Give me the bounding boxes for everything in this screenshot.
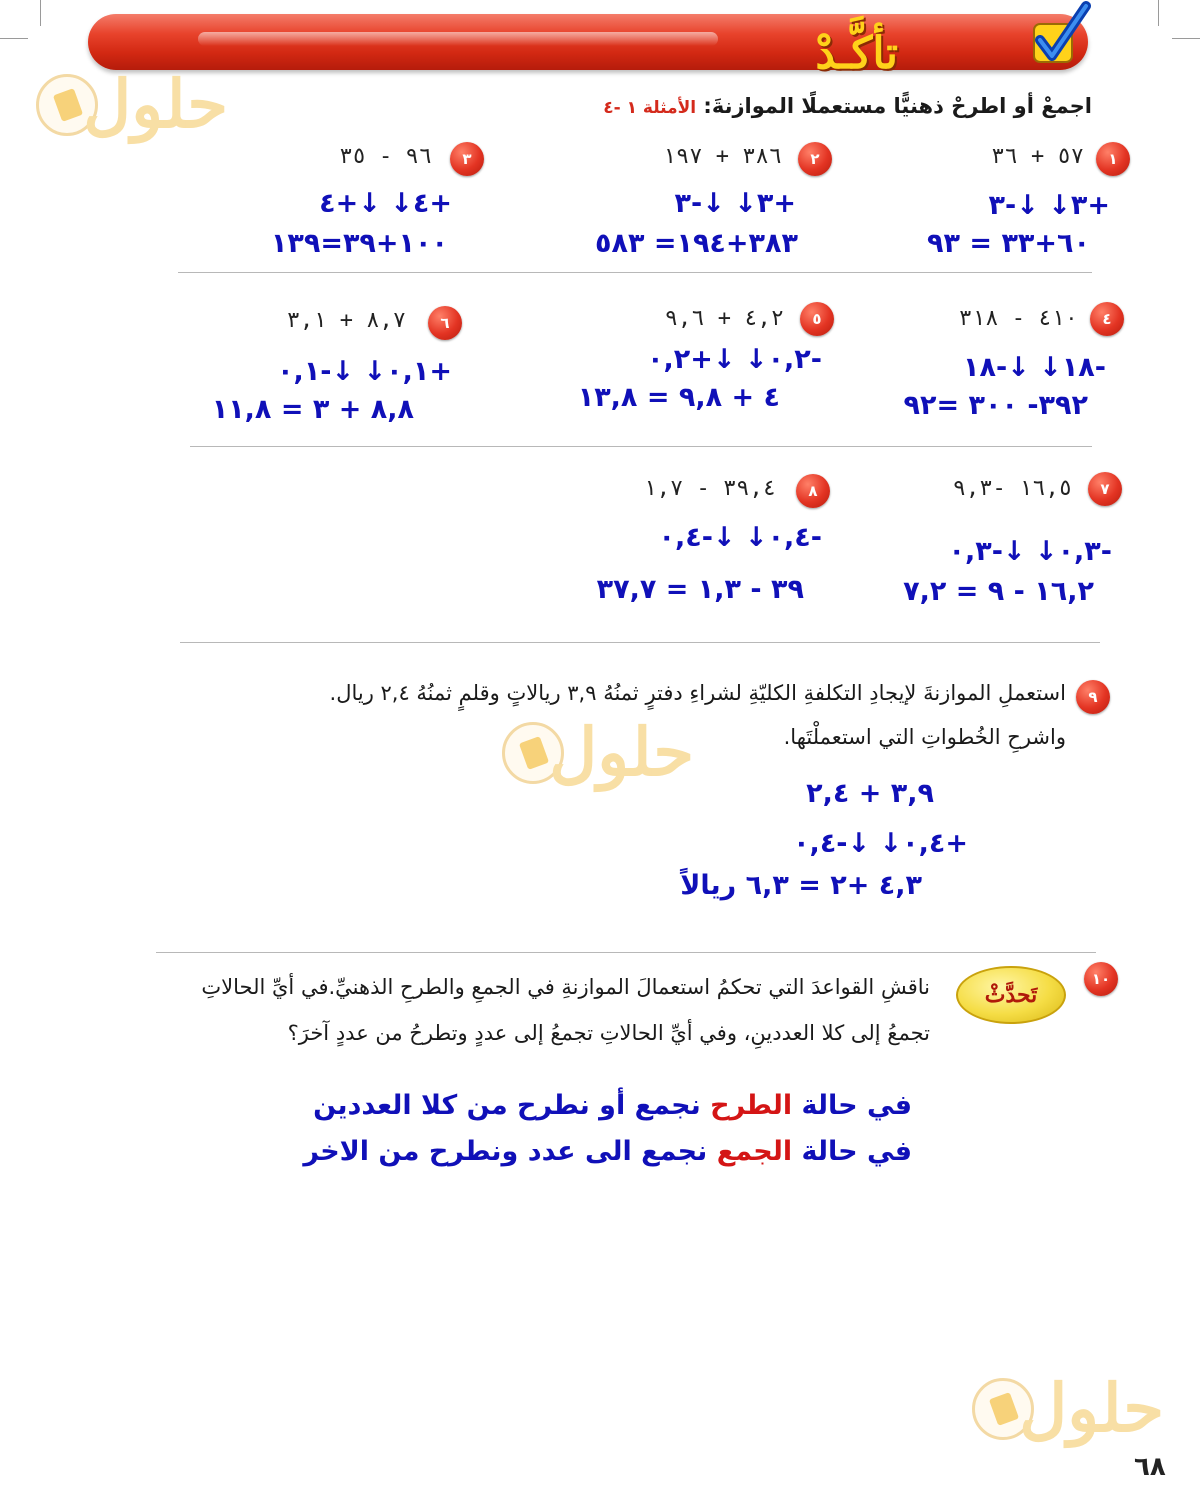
problem-number-badge: ٩ <box>1076 680 1110 714</box>
handwritten-steps: +٣↓ ↓-٣ <box>988 190 1110 221</box>
problem-number-badge: ٢ <box>798 142 832 176</box>
watermark-text: حلول <box>549 713 694 791</box>
handwritten-steps: +٤↓ ↓+٤ <box>319 188 452 219</box>
problem-expression: ٩٦ - ٣٥ <box>339 144 432 169</box>
problem-number-badge: ٨ <box>796 474 830 508</box>
watermark-logo <box>964 1368 1164 1448</box>
handwritten-answer: ٤,٣ +٢ = ٦,٣ ريالاً <box>680 870 922 901</box>
problem-number-badge: ٤ <box>1090 302 1124 336</box>
question-text: واشرحِ الخُطواتِ التي استعملْتَها. <box>783 725 1066 749</box>
answer-text: في حالة <box>792 1136 912 1167</box>
handwritten-steps: +٠,٤↓ ↓-٠,٤ <box>793 828 968 859</box>
handwritten-steps: -٠,٣↓ ↓-٠,٣ <box>948 536 1112 567</box>
question-text: تجمعُ إلى كلا العددينِ، وفي أيِّ الحالاتِ تجمعُ إلى عددٍ وتطرحُ من عددٍ آخرَ؟ <box>287 1021 930 1045</box>
handwritten-answer: ٣٩٢- ٣٠٠ =٩٢ <box>903 390 1088 421</box>
problem-number-badge: ٦ <box>428 306 462 340</box>
answer-text: في حالة <box>792 1090 912 1121</box>
problem-number-badge: ٧ <box>1088 472 1122 506</box>
problem-expression: ٣٩,٤ - ١,٧ <box>643 476 776 501</box>
handwritten-steps: -١٨↓ ↓-١٨ <box>962 352 1106 383</box>
problem-expression: ٣٨٦ + ١٩٧ <box>662 144 782 169</box>
crop-mark <box>0 38 28 39</box>
watermark-text: حلول <box>83 65 228 143</box>
watermark-text: حلول <box>1019 1369 1164 1447</box>
talk-bubble-icon: تَحدَّثْ <box>956 966 1066 1024</box>
answer-text: نجمع الى عدد ونطرح من الاخر <box>303 1136 717 1167</box>
handwritten-steps: -٠,٤↓ ↓-٠,٤ <box>658 522 822 553</box>
banner-gloss <box>198 32 718 46</box>
crop-mark <box>1158 0 1159 26</box>
divider <box>178 272 1092 273</box>
handwritten-answer: ٤ + ٩,٨ = ١٣,٨ <box>577 382 780 413</box>
instruction-text: اجمعْ أو اطرحْ ذهنيًّا مستعملًا الموازنةَ: <box>696 94 1092 118</box>
handwritten-answer <box>303 1136 912 1167</box>
divider <box>190 446 1092 447</box>
section-title: تأكَّـدْ <box>815 28 898 79</box>
problem-number-badge: ٣ <box>450 142 484 176</box>
watermark-logo <box>28 64 228 144</box>
answer-highlight: الطرح <box>710 1090 793 1121</box>
handwritten-steps: -٠,٢↓ ↓+٠,٢ <box>647 344 822 375</box>
problem-expression: ٥٧ + ٣٦ <box>991 144 1084 169</box>
problem-expression: ٨,٧ + ٣,١ <box>286 308 406 333</box>
problem-expression: ٤,٢ + ٩,٦ <box>664 306 784 331</box>
section-banner <box>88 14 1088 79</box>
handwritten-answer: ٣٩ - ١,٣ = ٣٧,٧ <box>596 574 804 605</box>
answer-text: نجمع أو نطرح من كلا العددين <box>313 1090 711 1121</box>
handwritten-answer: ٣٨٣+١٩٤= ٥٨٣ <box>594 228 798 259</box>
handwritten-answer <box>313 1090 912 1121</box>
handwritten-answer: ١٦,٢ - ٩ = ٧,٢ <box>903 576 1094 607</box>
handwritten-answer: ٨,٨ + ٣ = ١١,٨ <box>211 394 414 425</box>
watermark-logo <box>494 712 694 792</box>
divider <box>156 952 1096 953</box>
problem-expression: ٤١٠ - ٣١٨ <box>958 306 1078 331</box>
examples-ref: الأمثلة ١ -٤ <box>603 98 697 118</box>
instruction <box>603 88 1092 126</box>
handwritten-answer: ١٠٠+٣٩=١٣٩ <box>270 228 448 259</box>
crop-mark <box>1172 38 1200 39</box>
problem-number-badge: ٥ <box>800 302 834 336</box>
checkmark-icon <box>1028 0 1094 70</box>
page-number: ٦٨ <box>1134 1452 1166 1482</box>
problem-expression: ١٦,٥ -٩,٣ <box>952 476 1072 501</box>
answer-highlight: الجمع <box>716 1136 793 1167</box>
problem-number-badge: ١ <box>1096 142 1130 176</box>
handwritten-steps: +٠,١↓ ↓-٠,١ <box>277 356 452 387</box>
handwritten-solution: ٣,٩ + ٢,٤ <box>806 778 934 809</box>
question-text: استعملِ الموازنةَ لإيجادِ التكلفةِ الكليّةِ لشراءِ دفترٍ ثمنُهُ ٣,٩ ريالاتٍ وقلمٍ ثمنُهُ ٢,٤ ريال. <box>329 681 1066 705</box>
problem-number-badge: ١٠ <box>1084 962 1118 996</box>
divider <box>180 642 1100 643</box>
crop-mark <box>40 0 41 26</box>
handwritten-answer: ٦٠+٣٣ = ٩٣ <box>927 228 1090 259</box>
question-text: ناقشِ القواعدَ التي تحكمُ استعمالَ الموازنةِ في الجمعِ والطرحِ الذهنيِّ.في أيِّ الحالاتِ <box>201 975 930 999</box>
handwritten-steps: +٣↓ ↓-٣ <box>674 188 796 219</box>
